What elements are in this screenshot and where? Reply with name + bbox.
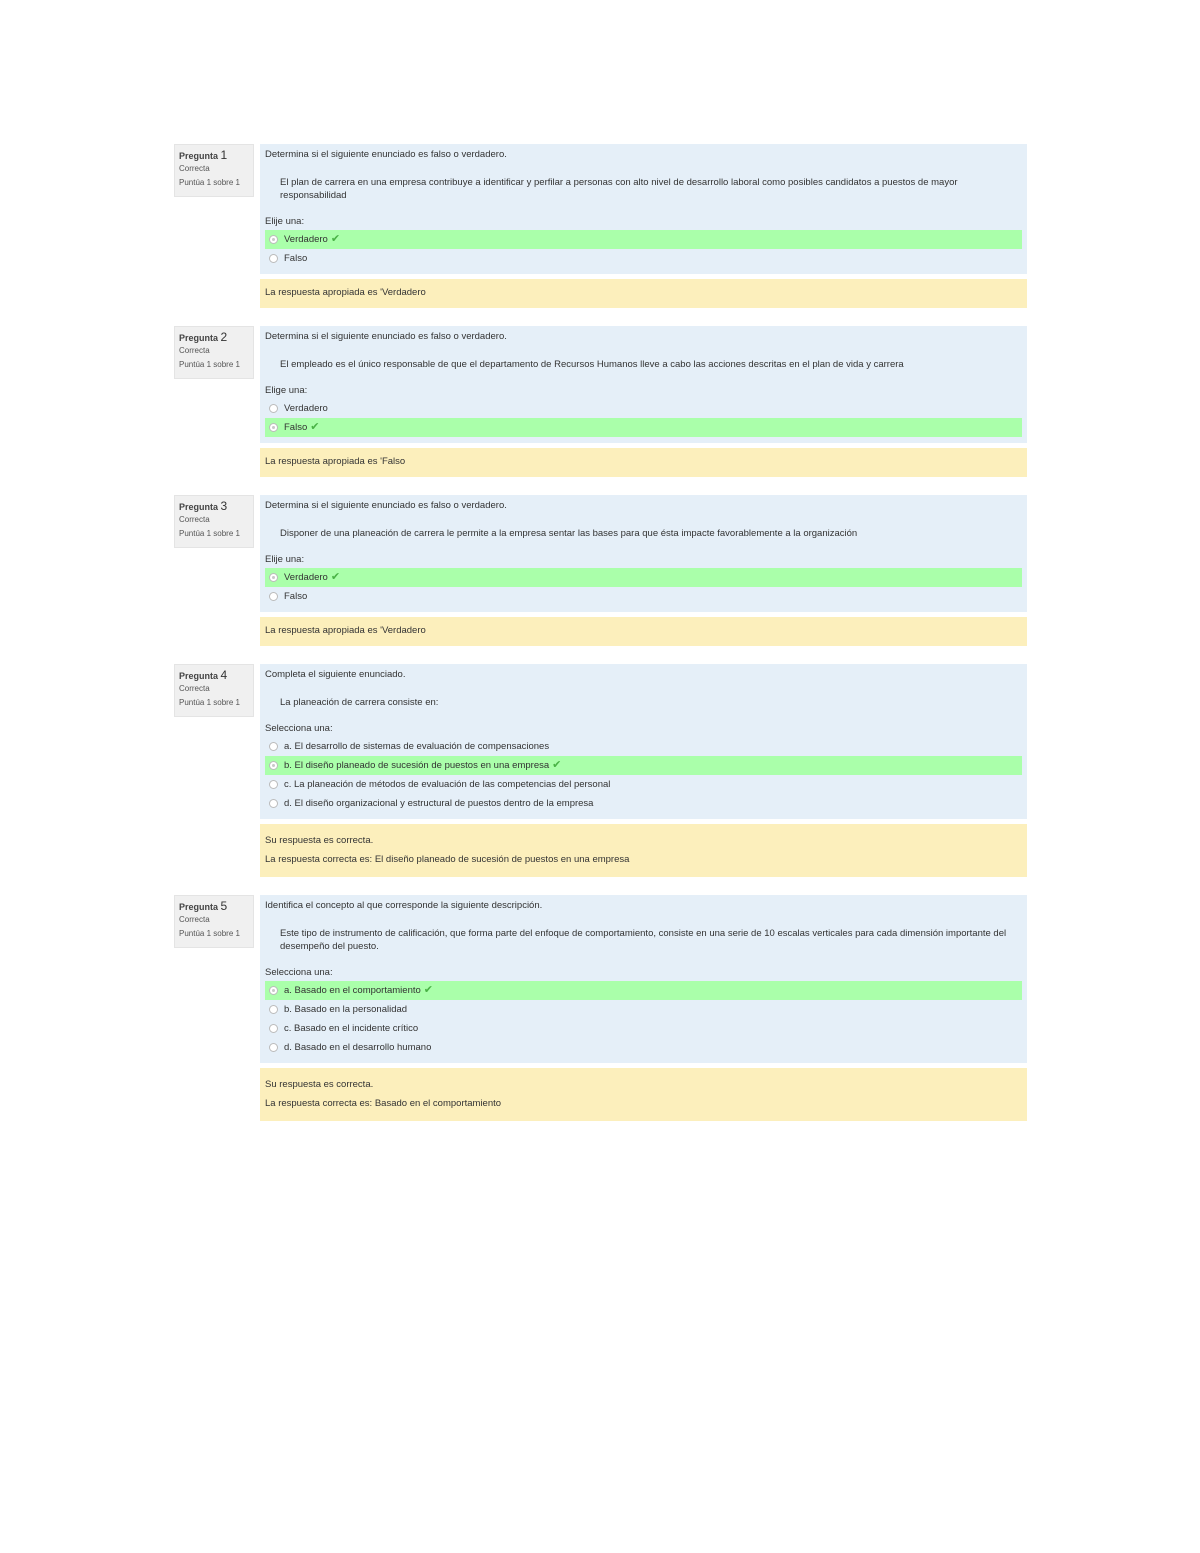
question-number-value: 4 (220, 668, 228, 682)
answer-option[interactable] (265, 1038, 1022, 1057)
answer-option[interactable] (265, 737, 1022, 756)
answer-option[interactable] (265, 1019, 1022, 1038)
question-2 (174, 326, 1027, 477)
option-label: Verdadero (284, 403, 328, 414)
answer-options (265, 568, 1022, 606)
question-state: Correcta (179, 346, 210, 355)
answer-option[interactable] (265, 249, 1022, 268)
checkmark-icon: ✔ (423, 984, 433, 996)
option-label: b. Basado en la personalidad (284, 1004, 408, 1015)
question-feedback (260, 279, 1027, 308)
question-grade: Puntúa 1 sobre 1 (179, 178, 240, 187)
question-feedback (260, 617, 1027, 646)
question-number-value: 5 (220, 899, 228, 913)
answer-option[interactable] (265, 568, 1022, 587)
question-4 (174, 664, 1027, 877)
question-info (174, 495, 254, 548)
answer-option[interactable] (265, 230, 1022, 249)
radio-button[interactable] (269, 254, 278, 263)
option-label: b. El diseño planeado de sucesión de puestos en una empresa (284, 760, 550, 771)
question-formulation (260, 326, 1027, 443)
question-grade: Puntúa 1 sobre 1 (179, 360, 240, 369)
checkmark-icon: ✔ (552, 759, 562, 771)
question-label: Pregunta (179, 902, 219, 912)
quiz-review (174, 144, 1027, 1139)
question-intro: Determina si el siguiente enunciado es falso o verdadero. (265, 500, 507, 511)
option-label: c. Basado en el incidente crítico (284, 1023, 419, 1034)
question-content (260, 144, 1027, 308)
answer-option[interactable] (265, 794, 1022, 813)
radio-button[interactable] (269, 573, 278, 582)
feedback-text: La respuesta apropiada es 'Verdadero (265, 625, 426, 636)
answer-prompt: Elije una: (265, 554, 305, 565)
question-number (179, 500, 253, 513)
question-feedback (260, 824, 1027, 877)
option-label: Verdadero (284, 234, 328, 245)
option-label: Falso (284, 253, 308, 264)
question-number (179, 149, 253, 162)
option-label: Falso (284, 591, 308, 602)
question-info (174, 326, 254, 379)
question-stem: La planeación de carrera consiste en: (280, 697, 439, 708)
checkmark-icon: ✔ (330, 571, 341, 583)
answer-options (265, 737, 1022, 813)
radio-button[interactable] (269, 986, 278, 995)
question-intro: Completa el siguiente enunciado. (265, 669, 406, 680)
radio-button[interactable] (269, 235, 278, 244)
question-label: Pregunta (179, 151, 219, 161)
question-formulation (260, 495, 1027, 612)
question-label: Pregunta (179, 333, 219, 343)
question-state: Correcta (179, 515, 210, 524)
answer-options (265, 230, 1022, 268)
answer-option[interactable] (265, 981, 1022, 1000)
option-label: a. Basado en el comportamiento (284, 985, 421, 996)
question-grade: Puntúa 1 sobre 1 (179, 698, 240, 707)
question-state: Correcta (179, 164, 210, 173)
answer-prompt: Elije una: (265, 216, 305, 227)
answer-option[interactable] (265, 1000, 1022, 1019)
feedback-text: La respuesta correcta es: El diseño planeado de sucesión de puestos en una empresa (265, 854, 630, 865)
question-content (260, 664, 1027, 877)
radio-button[interactable] (269, 761, 278, 770)
question-state: Correcta (179, 915, 210, 924)
radio-button[interactable] (269, 1005, 278, 1014)
question-number-value: 3 (220, 499, 228, 513)
question-number (179, 331, 253, 344)
question-5 (174, 895, 1027, 1121)
feedback-text: Su respuesta es correcta. (265, 835, 374, 846)
question-stem: Disponer de una planeación de carrera le permite a la empresa sentar las bases para que ésta impacte favorablemente a la organización (280, 528, 858, 539)
answer-options (265, 399, 1022, 437)
answer-options (265, 981, 1022, 1057)
question-intro: Identifica el concepto al que corresponde la siguiente descripción. (265, 900, 543, 911)
question-feedback (260, 1068, 1027, 1121)
question-number (179, 900, 253, 913)
question-stem: El empleado es el único responsable de que el departamento de Recursos Humanos lleve a cabo las acciones descritas en el plan de vida y carrera (280, 359, 904, 370)
question-label: Pregunta (179, 502, 219, 512)
checkmark-icon: ✔ (310, 421, 320, 433)
question-grade: Puntúa 1 sobre 1 (179, 529, 240, 538)
answer-prompt: Elige una: (265, 385, 308, 396)
question-intro: Determina si el siguiente enunciado es falso o verdadero. (265, 149, 507, 160)
question-stem: El plan de carrera en una empresa contribuye a identificar y perfilar a personas con alto nivel de desarrollo laboral como posibles candidatos a puestos de mayor responsabilidad (280, 177, 958, 201)
option-label: Verdadero (284, 572, 328, 583)
question-info (174, 895, 254, 948)
question-content (260, 495, 1027, 646)
question-state: Correcta (179, 684, 210, 693)
question-feedback (260, 448, 1027, 477)
question-1 (174, 144, 1027, 308)
question-grade: Puntúa 1 sobre 1 (179, 929, 240, 938)
question-content (260, 895, 1027, 1121)
feedback-text: La respuesta apropiada es 'Falso (265, 456, 406, 467)
question-info (174, 144, 254, 197)
radio-button[interactable] (269, 1043, 278, 1052)
option-label: Falso (284, 422, 308, 433)
answer-option[interactable] (265, 775, 1022, 794)
answer-option[interactable] (265, 756, 1022, 775)
answer-option[interactable] (265, 399, 1022, 418)
radio-button[interactable] (269, 799, 278, 808)
feedback-text: Su respuesta es correcta. (265, 1079, 374, 1090)
question-formulation (260, 664, 1027, 819)
question-3 (174, 495, 1027, 646)
feedback-text: La respuesta apropiada es 'Verdadero (265, 287, 426, 298)
question-info (174, 664, 254, 717)
question-number-value: 2 (220, 330, 228, 344)
option-label: d. El diseño organizacional y estructural de puestos dentro de la empresa (284, 798, 594, 809)
question-intro: Determina si el siguiente enunciado es falso o verdadero. (265, 331, 507, 342)
radio-button[interactable] (269, 404, 278, 413)
question-content (260, 326, 1027, 477)
radio-button[interactable] (269, 780, 278, 789)
answer-prompt: Selecciona una: (265, 723, 333, 734)
option-label: d. Basado en el desarrollo humano (284, 1042, 432, 1053)
radio-button[interactable] (269, 742, 278, 751)
question-number-value: 1 (220, 148, 228, 162)
question-stem: Este tipo de instrumento de calificación, que forma parte del enfoque de comportamiento, consiste en una serie de 10 escalas verticales para cada dimensión importante del desempeño del puesto. (280, 928, 1007, 952)
question-formulation (260, 144, 1027, 274)
radio-button[interactable] (269, 1024, 278, 1033)
radio-button[interactable] (269, 592, 278, 601)
question-formulation (260, 895, 1027, 1063)
option-label: a. El desarrollo de sistemas de evaluación de compensaciones (284, 741, 550, 752)
answer-option[interactable] (265, 587, 1022, 606)
question-label: Pregunta (179, 671, 219, 681)
answer-prompt: Selecciona una: (265, 967, 333, 978)
option-label: c. La planeación de métodos de evaluación de las competencias del personal (284, 779, 611, 790)
question-number (179, 669, 253, 682)
feedback-text: La respuesta correcta es: Basado en el comportamiento (265, 1098, 502, 1109)
checkmark-icon: ✔ (330, 233, 341, 245)
answer-option[interactable] (265, 418, 1022, 437)
radio-button[interactable] (269, 423, 278, 432)
